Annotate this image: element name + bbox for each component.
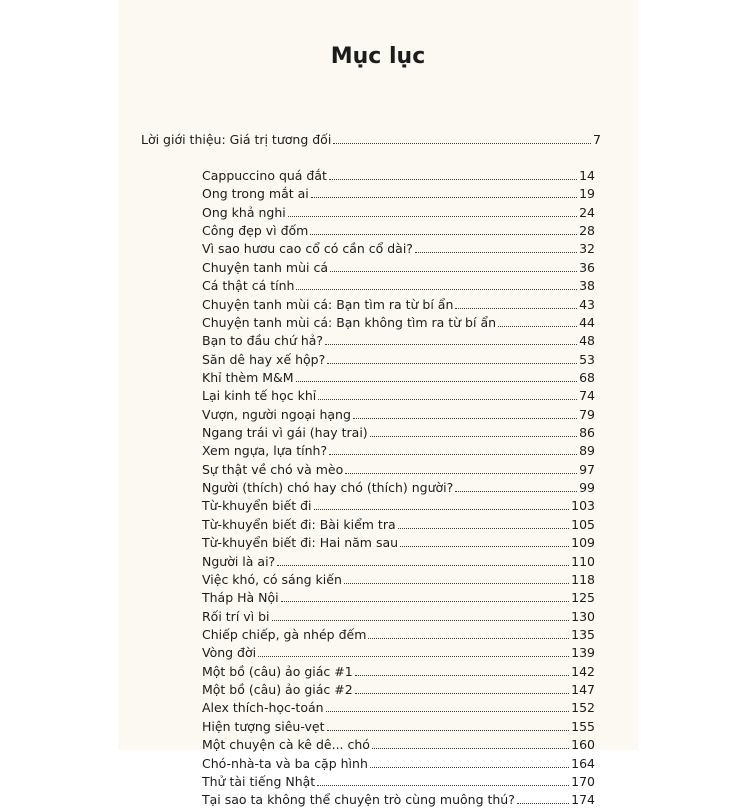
toc-leader-dots <box>311 186 577 198</box>
toc-entry-title: Chuyện tanh mùi cá: Bạn không tìm ra từ bí ẩn <box>202 314 497 330</box>
toc-entry-page: 89 <box>579 443 595 459</box>
toc-entry-title: Người (thích) chó hay chó (thích) người? <box>202 480 454 496</box>
toc-entry <box>202 699 595 717</box>
toc-leader-dots <box>310 223 577 235</box>
toc-leader-dots <box>517 792 569 804</box>
toc-entry-title: Tại sao ta không thể chuyện trò cùng muông thú? <box>202 792 515 808</box>
toc-leader-dots <box>355 682 569 694</box>
page-title: Mục lục <box>330 44 426 69</box>
toc-entry-page: 139 <box>571 645 595 661</box>
toc-entry-title: Vượn, người ngoại hạng <box>202 406 351 422</box>
toc-entry <box>202 773 595 791</box>
toc-entry-title: Cá thật cá tính <box>202 278 295 294</box>
toc-entry-page: 147 <box>571 682 595 698</box>
toc-entry-title: Chó-nhà-ta và ba cặp hình <box>202 755 368 771</box>
toc-leader-dots <box>398 517 570 529</box>
toc-entry <box>202 424 595 442</box>
toc-entry <box>202 663 595 681</box>
toc-leader-dots <box>370 425 577 437</box>
toc-entry <box>202 755 595 773</box>
toc-entry <box>202 461 595 479</box>
toc-leader-dots <box>370 756 569 768</box>
toc-leader-dots <box>455 297 577 309</box>
toc-entry-page: 38 <box>579 278 595 294</box>
toc-entry-page: 105 <box>571 516 595 532</box>
toc-entry <box>202 442 595 460</box>
toc-entry <box>202 204 595 222</box>
toc-leader-dots <box>296 370 578 382</box>
toc-leader-dots <box>455 480 577 492</box>
toc-leader-dots <box>415 241 577 253</box>
toc-entry-page: 74 <box>579 388 595 404</box>
toc-entry <box>202 534 595 552</box>
toc-entry-title: Alex thích-học-toán <box>202 700 324 716</box>
toc-entry-page: 24 <box>579 204 595 220</box>
toc-entry-page: 53 <box>579 351 595 367</box>
toc-entry-title: Người là ai? <box>202 553 276 569</box>
toc-leader-dots <box>272 609 570 621</box>
toc-leader-dots <box>296 278 577 290</box>
toc-entry-page: 118 <box>571 571 595 587</box>
toc-leader-dots <box>344 572 569 584</box>
toc-entry <box>202 387 595 405</box>
toc-entry <box>202 681 595 699</box>
toc-entry-title: Săn dê hay xế hộp? <box>202 351 326 367</box>
toc-leader-dots <box>333 132 591 144</box>
toc-entry-page: 19 <box>579 186 595 202</box>
toc-leader-dots <box>277 554 569 566</box>
toc-entry <box>202 644 595 662</box>
toc-entry-title: Một chuyện cà kê dê... chó <box>202 737 370 753</box>
toc-entry-page: 99 <box>579 480 595 496</box>
toc-leader-dots <box>281 590 570 602</box>
toc-entry <box>202 369 595 387</box>
toc-entry <box>202 351 595 369</box>
toc-entry-title: Lời giới thiệu: Giá trị tương đối <box>141 132 332 147</box>
toc-entry-title: Một bồ (câu) ảo giác #2 <box>202 682 353 698</box>
toc-entry-page: 142 <box>571 663 595 679</box>
toc-entry <box>202 626 595 644</box>
toc-entry <box>202 589 595 607</box>
toc-entry <box>202 296 595 314</box>
toc-leader-dots <box>400 535 569 547</box>
toc-leader-dots <box>288 205 577 217</box>
toc-leader-dots <box>368 627 569 639</box>
toc-leader-dots <box>327 719 570 731</box>
toc-leader-dots <box>353 407 577 419</box>
toc-entry-page: 32 <box>579 241 595 257</box>
toc-entry-title: Một bồ (câu) ảo giác #1 <box>202 663 353 679</box>
toc-entry-title: Vì sao hươu cao cổ có cần cổ dài? <box>202 241 413 257</box>
toc-entry <box>202 791 595 809</box>
toc-entry <box>202 332 595 350</box>
toc-entry-title: Ong trong mắt ai <box>202 186 309 202</box>
toc-entry-page: 97 <box>579 461 595 477</box>
toc-entry-title: Xem ngựa, lựa tính? <box>202 443 328 459</box>
toc-entry-page: 36 <box>579 259 595 275</box>
toc-leader-dots <box>330 260 577 272</box>
toc-entry-title: Thử tài tiếng Nhật <box>202 773 316 789</box>
toc-entry <box>202 736 595 754</box>
toc-entry-title: Chuyện tanh mùi cá: Bạn tìm ra từ bí ẩn <box>202 296 454 312</box>
toc-entry <box>202 497 595 515</box>
toc-entry-title: Sự thật về chó và mèo <box>202 461 344 477</box>
toc-entry-page: 43 <box>579 296 595 312</box>
toc-entry-title: Cappuccino quá đắt <box>202 168 327 183</box>
toc-entry-title: Bạn to đầu chứ hả? <box>202 333 324 349</box>
toc-entry-title: Vòng đời <box>202 645 257 661</box>
toc-leader-dots <box>326 700 570 712</box>
toc-leader-dots <box>327 352 577 364</box>
toc-entry <box>202 314 595 332</box>
toc-entry-title: Tháp Hà Nội <box>202 590 279 606</box>
toc-entry-page: 7 <box>593 132 601 147</box>
toc-entry-title: Lại kinh tế học khỉ <box>202 388 317 404</box>
toc-entry-page: 28 <box>579 223 595 239</box>
toc-intro-entry <box>141 132 601 148</box>
toc-entry <box>202 608 595 626</box>
toc-leader-dots <box>329 443 577 455</box>
toc-entry <box>202 222 595 240</box>
toc-entry <box>202 553 595 571</box>
toc-entry-title: Hiện tượng siêu-vẹt <box>202 718 325 734</box>
toc-entry <box>202 571 595 589</box>
toc-entry <box>202 516 595 534</box>
toc-entry-page: 135 <box>571 626 595 642</box>
toc-entry-title: Từ-khuyển biết đi: Hai năm sau <box>202 535 399 551</box>
toc-entry-page: 130 <box>571 608 595 624</box>
toc-entry <box>202 259 595 277</box>
toc-entry-page: 174 <box>571 792 595 808</box>
toc-entry-page: 164 <box>571 755 595 771</box>
toc-entry-page: 86 <box>579 425 595 441</box>
toc-entry-title: Chuyện tanh mùi cá <box>202 259 329 275</box>
toc-entry <box>202 277 595 295</box>
toc-leader-dots <box>329 168 577 180</box>
toc-entry-page: 79 <box>579 406 595 422</box>
toc-entry <box>202 185 595 203</box>
toc-entry-page: 170 <box>571 773 595 789</box>
toc-entry-page: 110 <box>571 553 595 569</box>
toc-entry-page: 152 <box>571 700 595 716</box>
toc-entry-page: 68 <box>579 369 595 385</box>
toc-leader-dots <box>372 737 569 749</box>
toc-entry-page: 48 <box>579 333 595 349</box>
toc-leader-dots <box>325 333 577 345</box>
toc-leader-dots <box>258 645 569 657</box>
toc-leader-dots <box>355 664 569 676</box>
toc-entry-title: Ong khả nghi <box>202 204 286 220</box>
toc-entry <box>202 167 595 185</box>
toc-entry-title: Ngang trái vì gái (hay trai) <box>202 425 368 441</box>
toc-leader-dots <box>345 462 577 474</box>
toc-entry-title: Từ-khuyển biết đi: Bài kiểm tra <box>202 516 396 532</box>
toc-entry-title: Rối trí vì bi <box>202 608 270 624</box>
toc-entry-title: Công đẹp vì đốm <box>202 223 309 239</box>
toc-entry-page: 103 <box>571 498 595 514</box>
toc-leader-dots <box>318 388 577 400</box>
toc-entry-title: Việc khó, có sáng kiến <box>202 571 342 587</box>
toc-entry-title: Khỉ thèm M&M <box>202 369 294 385</box>
toc-entry-page: 125 <box>571 590 595 606</box>
toc-entry <box>202 240 595 258</box>
toc-leader-dots <box>317 774 569 786</box>
toc-entry <box>202 479 595 497</box>
toc-entry-page: 14 <box>579 168 595 183</box>
toc-entry <box>202 406 595 424</box>
toc-entry-title: Từ-khuyển biết đi <box>202 498 312 514</box>
toc-entry-page: 155 <box>571 718 595 734</box>
toc-entry <box>202 718 595 736</box>
toc-entry-title: Chiếp chiếp, gà nhép đếm <box>202 626 367 642</box>
table-of-contents <box>202 167 595 810</box>
toc-leader-dots <box>314 498 570 510</box>
toc-entry-page: 160 <box>571 737 595 753</box>
book-page <box>118 0 638 808</box>
toc-entry-page: 109 <box>571 535 595 551</box>
toc-entry-page: 44 <box>579 314 595 330</box>
toc-leader-dots <box>498 315 577 327</box>
